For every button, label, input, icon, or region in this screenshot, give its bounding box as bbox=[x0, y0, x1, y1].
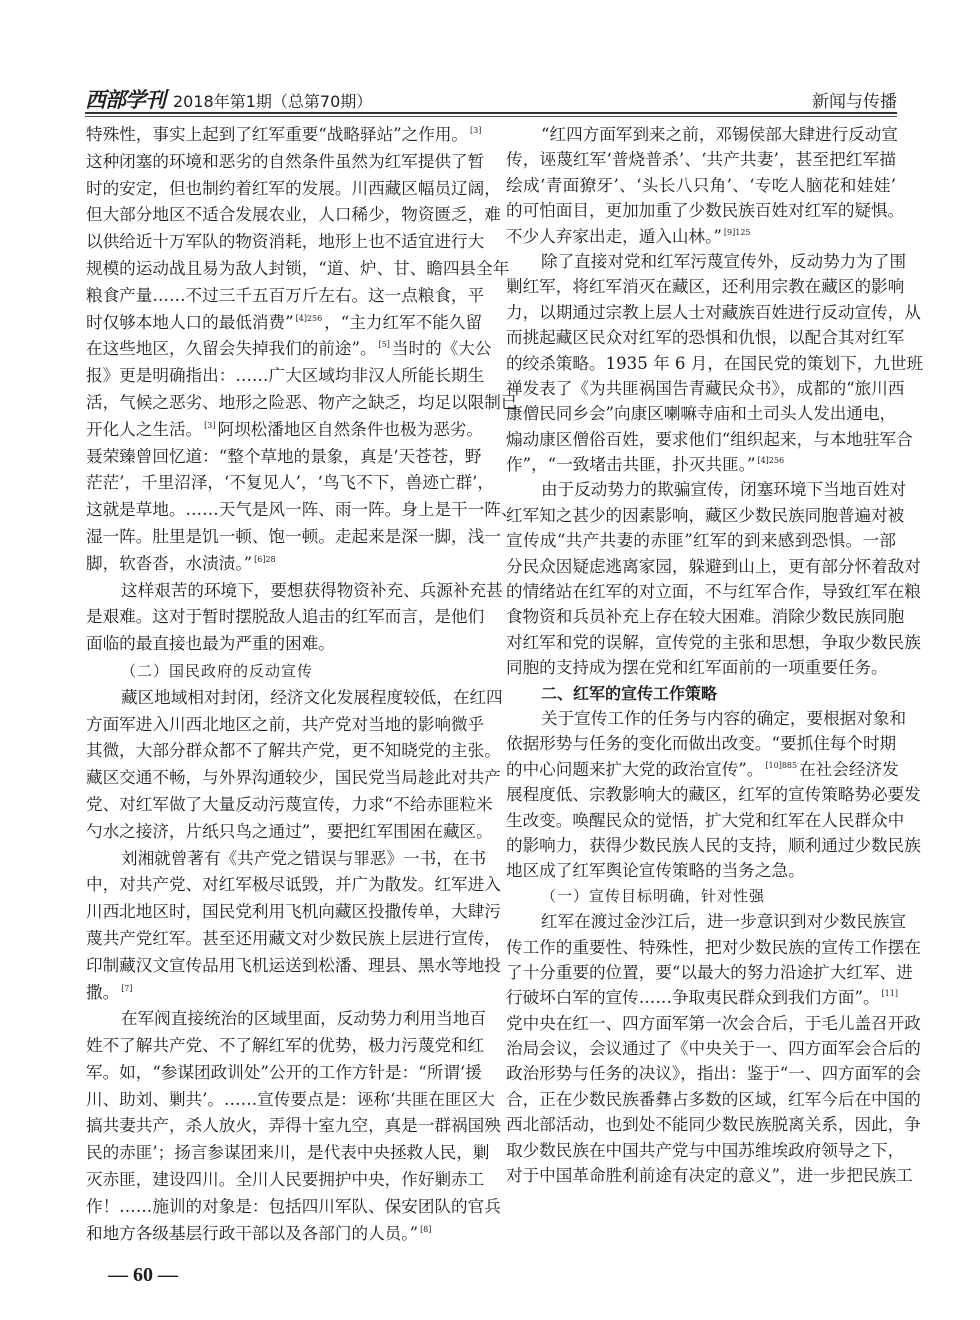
header-rule-thick bbox=[85, 112, 897, 114]
text-line bbox=[506, 706, 907, 731]
text-segment: （二）国民政府的反动宣传 bbox=[121, 661, 314, 680]
text-line bbox=[506, 528, 896, 553]
text-segment: 这样艰苦的环境下，要想获得物资补充、兵源补充甚 bbox=[121, 580, 503, 600]
header-rule-thin bbox=[85, 116, 897, 117]
text-line bbox=[506, 833, 921, 858]
text-segment: 行破坏白军的宣传……争取夷民群众到我们方面”。 bbox=[506, 988, 880, 1008]
text-segment: “红四方面军到来之前，邓锡侯部大肆进行反动宣 bbox=[541, 125, 898, 144]
text-line bbox=[506, 477, 907, 502]
text-line bbox=[86, 1194, 501, 1221]
text-line bbox=[86, 899, 501, 926]
text-line bbox=[506, 427, 913, 452]
text-line bbox=[506, 173, 896, 198]
text-line bbox=[86, 444, 482, 471]
text-line bbox=[506, 757, 899, 782]
text-line bbox=[506, 198, 905, 223]
text-segment: 的情绪站在红军的对立面，不与红军合作，导致红军在粮 bbox=[506, 582, 921, 602]
text-line bbox=[506, 909, 907, 934]
text-segment: 作”，“一致堵击共匪，扑灭共匪。” bbox=[506, 455, 756, 475]
text-line bbox=[86, 470, 495, 497]
text-line bbox=[86, 685, 503, 712]
text-line bbox=[86, 926, 501, 953]
text-line bbox=[506, 1138, 905, 1163]
text-line bbox=[506, 630, 921, 655]
text-segment: 二、红军的宣传工作策略 bbox=[541, 683, 718, 703]
text-line bbox=[86, 363, 485, 390]
text-segment: 传，诬蔑红军‘普烧普杀’、‘共产共妻’，甚至把红军描 bbox=[506, 150, 896, 170]
text-segment: 姓不了解共产党、不了解红军的优势，极力污蔑党和红 bbox=[86, 1036, 485, 1056]
text-segment: 红军知之甚少的因素影响，藏区少数民族同胞普遍对被 bbox=[506, 505, 905, 525]
text-segment: 党中央在红一、四方面军第一次会合后，于毛儿盖召开政 bbox=[506, 1013, 921, 1033]
text-segment: 特殊性，事实上起到了红军重要“战略驿站”之作用。 bbox=[86, 125, 469, 144]
text-line bbox=[506, 300, 921, 325]
text-segment: 中，对共产党、对红军极尽诋毁，并广为散发。红军进入 bbox=[86, 875, 501, 895]
text-line bbox=[506, 351, 924, 376]
text-segment: 川西北地区时，国民党利用飞机向藏区投撒传单，大肆污 bbox=[86, 902, 501, 922]
section-heading bbox=[506, 681, 896, 706]
text-segment: 绘成‘青面獠牙’、‘头长八只角’、‘专吃人脑花和娃娃’ bbox=[506, 175, 896, 195]
citation-ref: [3] bbox=[204, 420, 216, 430]
citation-ref: [4]256 bbox=[757, 456, 785, 466]
text-segment: 了十分重要的位置，要“以最大的努力沿途扩大红军、进 bbox=[506, 962, 913, 982]
text-line bbox=[86, 256, 510, 283]
text-line bbox=[86, 149, 485, 176]
text-segment: 这就是草地。……天气是风一阵、雨一阵。身上是干一阵、 bbox=[86, 500, 518, 520]
text-segment: 聂荣臻曾回忆道：“整个草地的景象，真是‘天苍苍，野 bbox=[86, 446, 482, 466]
text-segment: 对于中国革命胜利前途有决定的意义”，进一步把民族工 bbox=[506, 1166, 913, 1186]
text-line bbox=[86, 1113, 501, 1140]
text-segment: 的影响力，获得少数民族人民的支持，顺利通过少数民族 bbox=[506, 835, 921, 855]
text-line bbox=[86, 953, 501, 980]
text-line bbox=[506, 808, 905, 833]
text-segment: 当时的《大公 bbox=[391, 339, 492, 359]
text-segment: 除了直接对党和红军污蔑宣传外，反动势力为了围 bbox=[541, 251, 907, 271]
text-segment: 依据形势与任务的变化而做出改变。“要抓住每个时期 bbox=[506, 734, 897, 754]
text-line bbox=[506, 274, 905, 299]
text-segment: 剿红军，将红军消灭在藏区，还利用宗教在藏区的影响 bbox=[506, 277, 905, 297]
text-segment: 时仅够本地人口的最低消费” bbox=[86, 312, 294, 332]
text-segment: 时的安定，但也制约着红军的发展。川西藏区幅员辽阔， bbox=[86, 178, 501, 198]
citation-ref: [5] bbox=[378, 340, 390, 350]
text-line bbox=[506, 452, 896, 477]
text-segment: 在军阀直接统治的区域里面，反动势力利用当地百 bbox=[121, 1009, 487, 1029]
text-line bbox=[86, 497, 518, 524]
text-line bbox=[86, 202, 501, 229]
text-segment: 在社会经济发 bbox=[799, 759, 899, 779]
text-line bbox=[86, 819, 493, 846]
text-line bbox=[86, 283, 485, 310]
text-segment: 报》更是明确指出：……广大区域均非汉人所能长期生 bbox=[86, 366, 485, 386]
text-segment: 其微，大部分群众都不了解共产党，更不知晓党的主张。 bbox=[86, 741, 501, 761]
text-line bbox=[86, 417, 483, 444]
text-segment: 规模的运动战且易为敌人封锁，“道、炉、甘、瞻四县全年 bbox=[86, 258, 510, 278]
text-line bbox=[86, 176, 501, 203]
text-line bbox=[506, 1163, 913, 1188]
citation-ref: [3] bbox=[470, 126, 482, 135]
journal-logo: 西部学刊 bbox=[85, 87, 165, 112]
text-segment: 作！……施训的对象是：包括四川军队、保安团队的官兵 bbox=[86, 1196, 501, 1216]
text-line bbox=[86, 765, 501, 792]
text-segment: 康僧民同乡会”向康区喇嘛寺庙和土司头人发出通电， bbox=[506, 404, 897, 424]
running-header bbox=[85, 84, 897, 110]
text-segment: 展程度低、宗教影响大的藏区，红军的宣传策略势必要发 bbox=[506, 785, 921, 805]
text-segment: 的可怕面目，更加加重了少数民族百姓对红军的疑惧。 bbox=[506, 201, 905, 221]
text-line bbox=[86, 631, 476, 658]
text-segment: 活，气候之恶劣、地形之险恶、物产之缺乏，均足以限制已 bbox=[86, 392, 518, 412]
text-line bbox=[86, 390, 518, 417]
text-line bbox=[506, 579, 921, 604]
text-segment: 关于宣传工作的任务与内容的确定，要根据对象和 bbox=[541, 708, 907, 728]
text-line bbox=[506, 604, 905, 629]
text-segment: 军。如，“参谋团政训处”公开的工作方针是：“所谓‘援 bbox=[86, 1062, 482, 1082]
section-heading bbox=[506, 884, 896, 909]
text-line bbox=[506, 376, 905, 401]
text-line bbox=[506, 731, 896, 756]
text-segment: 分民众因疑虑逃离家园，躲避到山上，更有部分怀着敌对 bbox=[506, 556, 921, 576]
text-line bbox=[506, 1061, 922, 1086]
text-line bbox=[86, 712, 485, 739]
text-line bbox=[86, 846, 487, 873]
citation-ref: [10]885 bbox=[765, 760, 798, 770]
text-segment: 勺水之接济，片纸只鸟之通过”，要把红军围困在藏区。 bbox=[86, 821, 493, 841]
text-segment: 地区成了红军舆论宣传策略的当务之急。 bbox=[506, 861, 805, 881]
page-number: — 60 — bbox=[108, 1264, 178, 1286]
text-line bbox=[506, 401, 896, 426]
text-line bbox=[506, 782, 921, 807]
text-line bbox=[86, 524, 501, 551]
text-segment: 力，以期通过宗教上层人士对藏族百姓进行反动宣传，从 bbox=[506, 302, 921, 322]
text-line bbox=[86, 336, 492, 363]
left-column bbox=[86, 122, 518, 1247]
text-segment: ，“主力红军不能久留 bbox=[324, 312, 483, 332]
section-name: 新闻与传播 bbox=[812, 92, 897, 112]
citation-ref: [9]125 bbox=[723, 227, 751, 237]
text-line bbox=[86, 738, 501, 765]
text-segment: 而挑起藏区民众对红军的恐惧和仇恨，以配合其对红军 bbox=[506, 328, 905, 348]
text-segment: 但大部分地区不适合发展农业，人口稀少，物资匮乏，难 bbox=[86, 205, 501, 225]
text-segment: 和地方各级基层行政干部以及各部门的人员。” bbox=[86, 1223, 419, 1243]
text-segment: 湿一阵。肚里是饥一顿、饱一顿。走起来是深一脚，浅一 bbox=[86, 526, 501, 546]
text-line bbox=[86, 229, 485, 256]
text-line bbox=[86, 792, 493, 819]
text-segment: 印制藏汉文宣传品用飞机运送到松潘、理县、黑水等地投 bbox=[86, 955, 501, 975]
text-line bbox=[506, 1036, 921, 1061]
text-segment: （一）宣传目标明确，针对性强 bbox=[541, 886, 766, 905]
citation-ref: [6]28 bbox=[254, 554, 276, 564]
text-line bbox=[86, 310, 483, 337]
text-line bbox=[506, 325, 905, 350]
text-segment: 搞共妻共产，杀人放火，弄得十室九空，真是一群祸国殃 bbox=[86, 1116, 501, 1136]
text-line bbox=[86, 578, 503, 605]
text-segment: 阿坝松潘地区自然条件也极为恶劣。 bbox=[217, 419, 483, 439]
text-line bbox=[86, 1033, 485, 1060]
text-line bbox=[506, 1087, 921, 1112]
text-line bbox=[86, 980, 476, 1007]
text-line bbox=[506, 960, 913, 985]
text-segment: 合，正在少数民族番彝占多数的区域，红军今后在中国的 bbox=[506, 1089, 921, 1109]
text-line bbox=[86, 1221, 476, 1248]
text-line bbox=[86, 872, 501, 899]
text-line bbox=[506, 858, 896, 883]
text-segment: 是艰难。这对于暂时摆脱敌人追击的红军而言，是他们 bbox=[86, 607, 485, 627]
text-segment: 开化人之生活。 bbox=[86, 419, 203, 439]
text-segment: 在这些地区，久留会失掉我们的前途”。 bbox=[86, 339, 377, 359]
text-segment: 食物资和兵员补充上存在较大困难。消除少数民族同胞 bbox=[506, 607, 905, 627]
text-line bbox=[506, 985, 896, 1010]
text-segment: 方面军进入川西北地区之前，共产党对当地的影响微乎 bbox=[86, 714, 485, 734]
text-line bbox=[506, 147, 896, 172]
text-segment: 灭赤匪，建设四川。全川人民要拥护中央，作好剿赤工 bbox=[86, 1170, 485, 1190]
text-line bbox=[506, 122, 896, 147]
text-segment: 民的赤匪’；扬言参谋团来川，是代表中央拯救人民，剿 bbox=[86, 1143, 490, 1163]
text-line bbox=[86, 1060, 482, 1087]
text-segment: 面临的最直接也最为严重的困难。 bbox=[86, 634, 335, 654]
text-segment: 藏区交通不畅，与外界沟通较少，国民党当局趁此对共产 bbox=[86, 768, 501, 788]
section-heading bbox=[86, 658, 476, 685]
text-line bbox=[506, 1112, 921, 1137]
text-segment: 取少数民族在中国共产党与中国苏维埃政府领导之下， bbox=[506, 1140, 905, 1160]
text-segment: 撒。 bbox=[86, 982, 120, 1002]
text-segment: 传工作的重要性、特殊性，把对少数民族的宣传工作摆在 bbox=[506, 937, 921, 957]
citation-ref: [8] bbox=[420, 1224, 432, 1234]
citation-ref: [7] bbox=[121, 983, 133, 993]
text-segment: 西北部活动，也到处不能同少数民族脱离关系，因此，争 bbox=[506, 1115, 921, 1135]
citation-ref: [4]256 bbox=[295, 313, 323, 323]
text-segment: 生改变。唤醒民众的觉悟，扩大党和红军在人民群众中 bbox=[506, 810, 905, 830]
text-segment: 红军在渡过金沙江后，进一步意识到对少数民族宣 bbox=[541, 912, 907, 932]
text-segment: 脚，软沓沓，水渍渍。” bbox=[86, 553, 253, 573]
text-segment: 不少人弃家出走，遁入山林。” bbox=[506, 226, 722, 246]
issue-info: 2018年第1期（总第70期） bbox=[173, 92, 373, 111]
text-segment: 刘湘就曾著有《共产党之错误与罪恶》一书，在书 bbox=[121, 848, 487, 868]
text-segment: 对红军和党的误解，宣传党的主张和思想，争取少数民族 bbox=[506, 632, 921, 652]
text-segment: 川、助刘、剿共’。……宣传要点是：诬称‘共匪在匪区大 bbox=[86, 1089, 495, 1109]
text-line bbox=[86, 1140, 490, 1167]
text-segment: 的绞杀策略。1935 年 6 月，在国民党的策划下，九世班 bbox=[506, 353, 924, 373]
text-segment: 的中心问题来扩大党的政治宣传”。 bbox=[506, 759, 764, 779]
text-segment: 禅发表了《为共匪祸国告青藏民众书》，成都的“旅川西 bbox=[506, 378, 905, 398]
text-segment: 同胞的支持成为摆在党和红军面前的一项重要任务。 bbox=[506, 658, 888, 678]
text-segment: 宣传成“共产共妻的赤匪”红军的到来感到恐惧。一部 bbox=[506, 531, 896, 551]
text-line bbox=[506, 935, 921, 960]
text-segment: 由于反动势力的欺骗宣传，闭塞环境下当地百姓对 bbox=[541, 480, 907, 500]
text-line bbox=[86, 551, 476, 578]
citation-ref: [11] bbox=[881, 989, 898, 999]
text-line bbox=[506, 1011, 921, 1036]
text-line bbox=[506, 554, 921, 579]
text-segment: 蔑共产党红军。甚至还用藏文对少数民族上层进行宣传， bbox=[86, 928, 501, 948]
text-segment: 治局会议，会议通过了《中央关于一、四方面军会合后的 bbox=[506, 1039, 921, 1059]
text-line bbox=[86, 604, 485, 631]
text-line bbox=[506, 224, 896, 249]
text-segment: 党、对红军做了大量反动污蔑宣传，力求“不给赤匪粒米 bbox=[86, 794, 493, 814]
text-segment: 煽动康区僧俗百姓，要求他们“组织起来，与本地驻军合 bbox=[506, 429, 913, 449]
text-line bbox=[86, 122, 482, 149]
text-line bbox=[506, 503, 905, 528]
text-line bbox=[86, 1087, 495, 1114]
text-segment: 藏区地域相对封闭，经济文化发展程度较低，在红四 bbox=[121, 687, 503, 707]
text-segment: 茫茫’，千里沼泽，‘不复见人’，‘鸟飞不下，兽迹亡群’， bbox=[86, 473, 495, 493]
text-segment: 政治形势与任务的决议》，指出：鉴于“一、四方面军的会 bbox=[506, 1064, 922, 1084]
text-line bbox=[86, 1167, 485, 1194]
text-line bbox=[86, 1006, 487, 1033]
text-segment: 这种闭塞的环境和恶劣的自然条件虽然为红军提供了暂 bbox=[86, 151, 485, 171]
text-line bbox=[506, 655, 896, 680]
text-segment: 粮食产量……不过三千五百万斤左右。这一点粮食，平 bbox=[86, 285, 485, 305]
text-segment: 以供给近十万军队的物资消耗，地形上也不适宜进行大 bbox=[86, 232, 485, 252]
right-column bbox=[506, 122, 924, 1188]
text-line bbox=[506, 249, 907, 274]
